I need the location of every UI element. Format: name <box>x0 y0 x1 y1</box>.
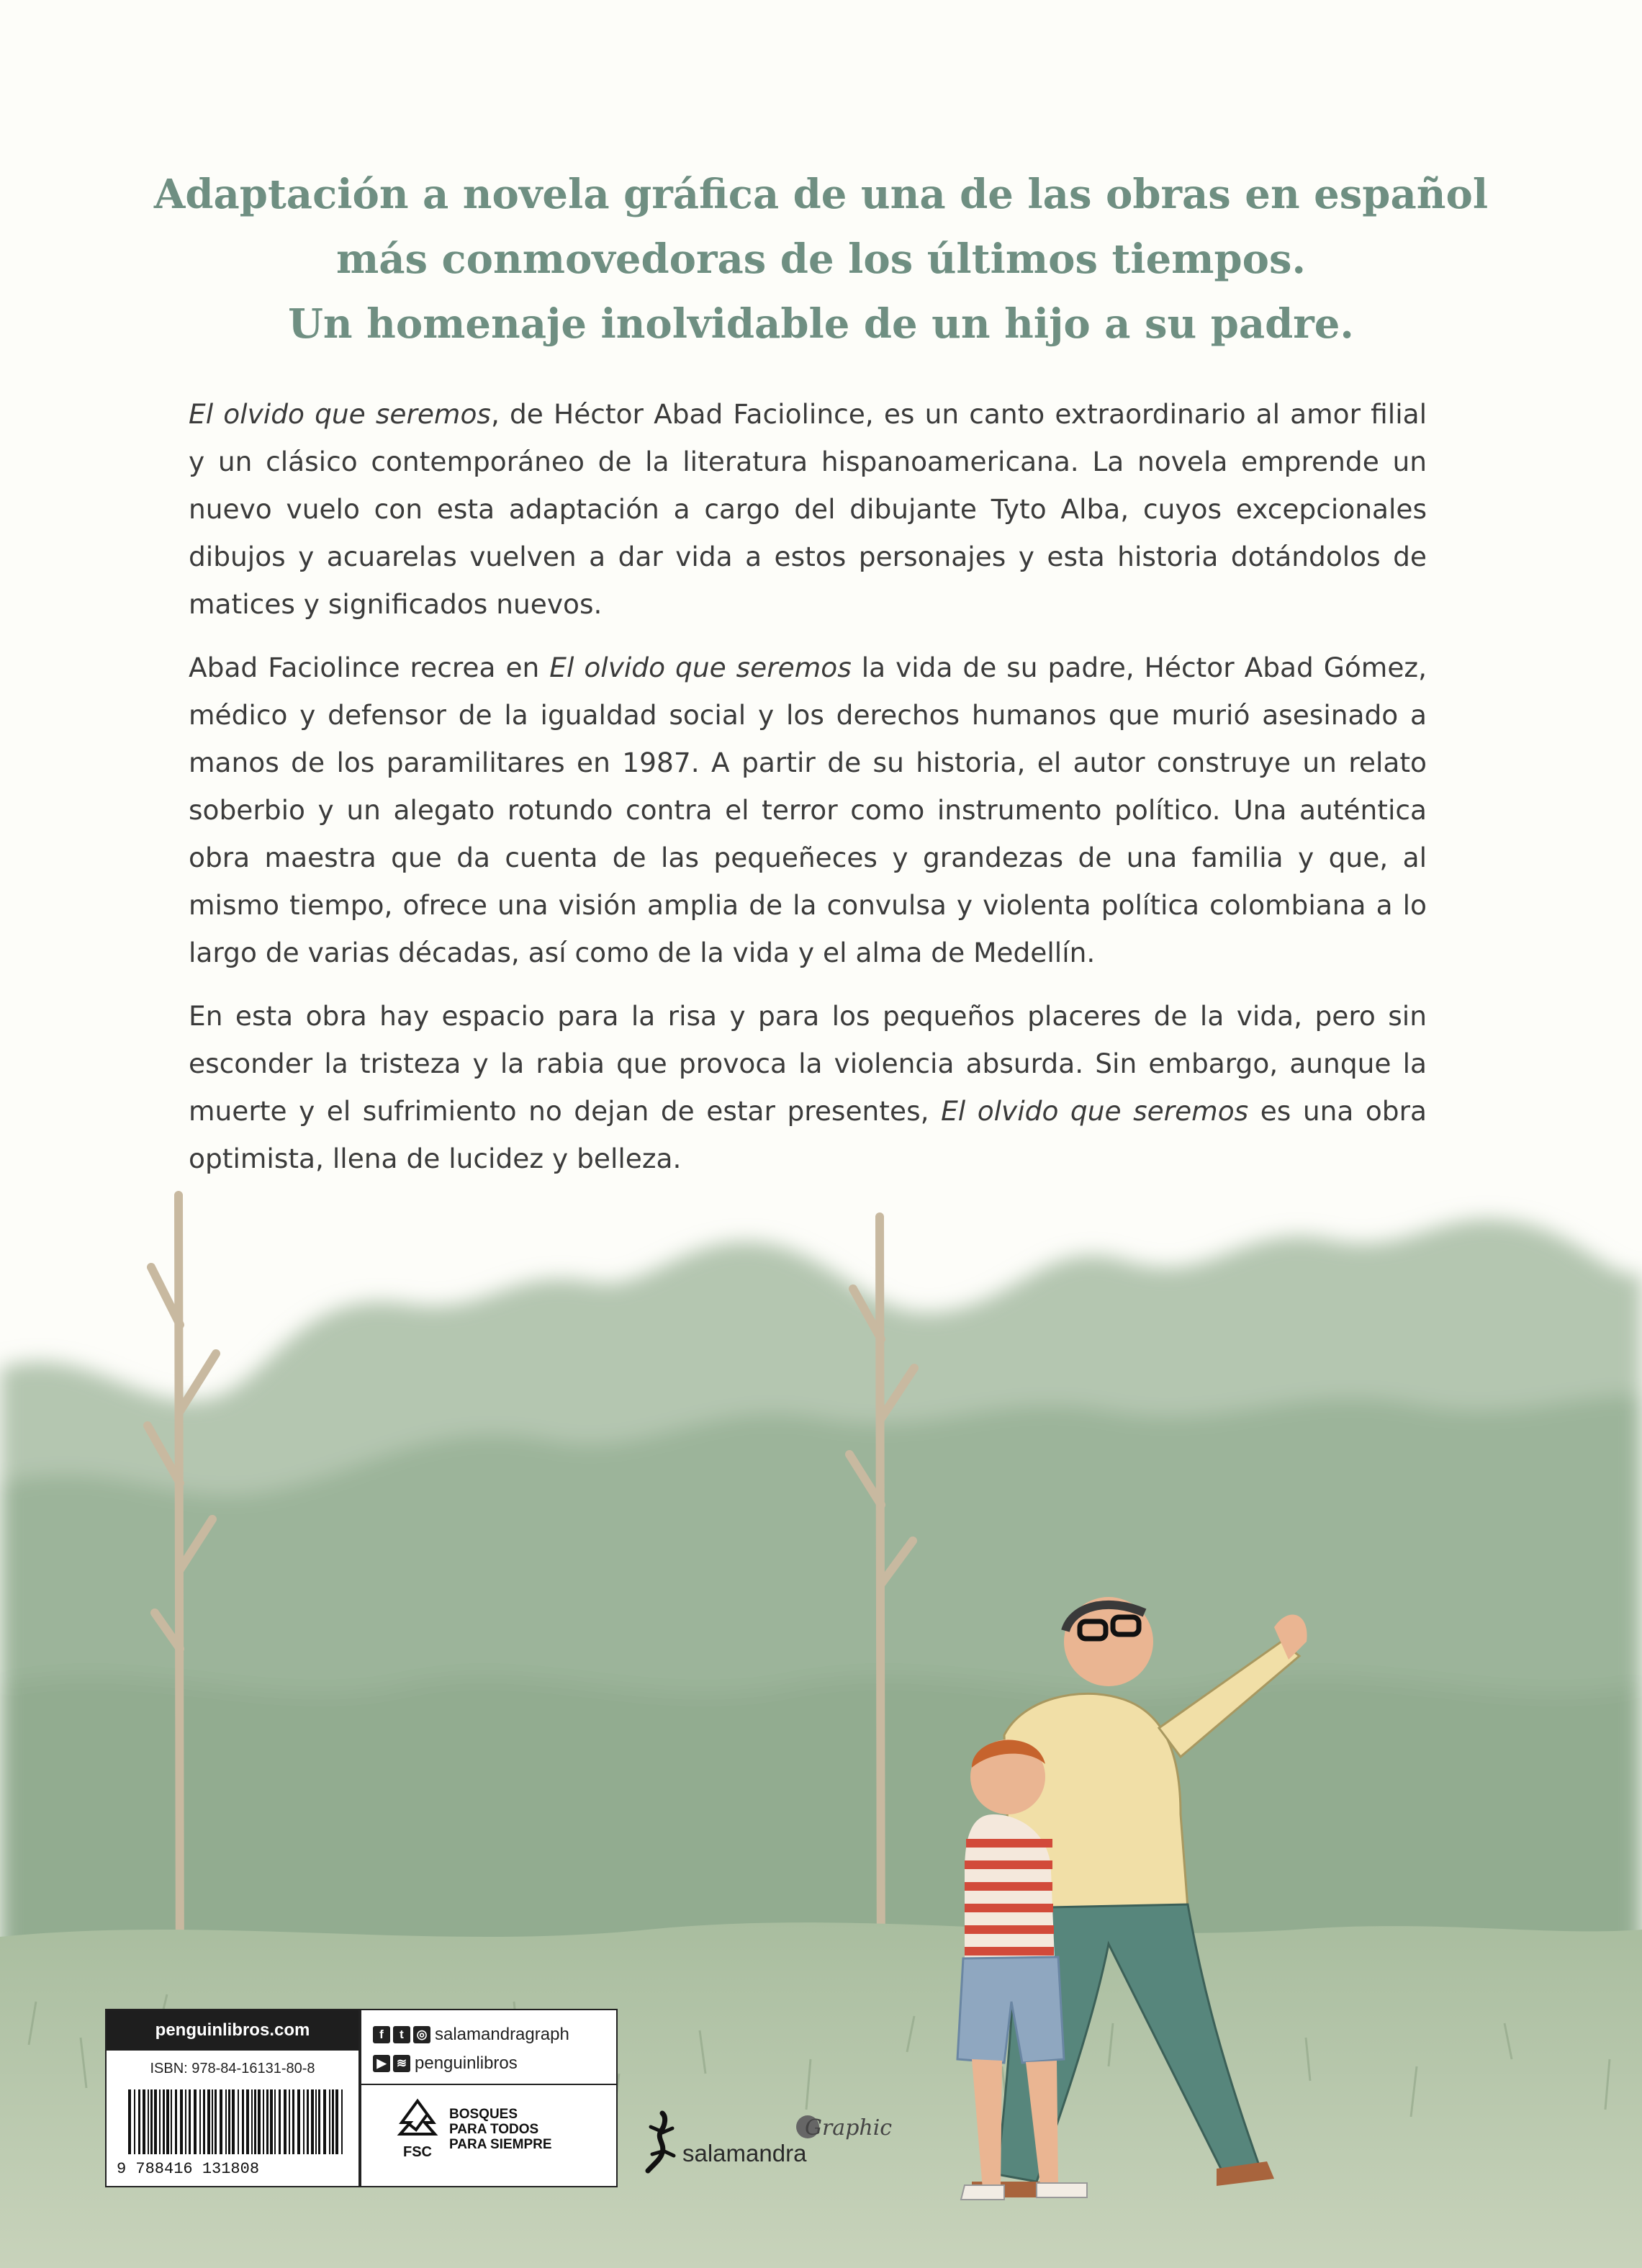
youtube-icon: ▶ <box>373 2055 390 2072</box>
facebook-icon: f <box>373 2026 390 2043</box>
publisher-logo <box>641 2110 900 2182</box>
twitter-icon: t <box>393 2026 410 2043</box>
paragraph-text: la vida de su padre, Héctor Abad Gómez, médico y defensor de la igualdad social y los derechos humanos que murió asesinado a manos de los paramilitares en 1987. A partir de su historia, el autor construye un relato soberbio y un alegato rotundo contra el terror como instrumento político. Una auténtica obra maestra que da cuenta de las pequeñeces y grandezas de una familia y que, al mismo tiempo, ofrece una visión amplia de la convulsa y violenta política colombiana a lo largo de varias décadas, así como de la vida y el alma de Medellín. <box>189 652 1427 968</box>
barcode-panel <box>105 2009 360 2187</box>
publisher-imprint: Graphic <box>805 2115 893 2141</box>
book-title: El olvido que seremos <box>189 398 491 430</box>
paragraph-text: , de Héctor Abad Faciolince, es un canto extraordinario al amor filial y un clásico contemporáneo de la literatura hispanoamericana. La novela emprende un nuevo vuelo con esta adaptación a cargo del dibujante Tyto Alba, cuyos excepcionales dibujos y acuarelas vuelven a dar vida a estos personajes y esta historia dotándolos de matices y significados nuevos. <box>189 398 1427 620</box>
headline <box>144 162 1498 356</box>
book-title: El olvido que seremos <box>549 652 852 683</box>
fsc-certification <box>361 2085 616 2161</box>
synopsis-paragraph-1 <box>189 390 1427 628</box>
tree-check-icon <box>394 2098 441 2141</box>
social-panel <box>360 2009 618 2187</box>
synopsis-paragraph-3 <box>189 992 1427 1182</box>
publisher-name: salamandra <box>682 2140 807 2166</box>
social-row-1 <box>361 2020 616 2049</box>
barcode-digits: 9 788416 131808 <box>117 2160 260 2176</box>
fsc-label: FSC <box>403 2144 432 2160</box>
paragraph-text: En esta obra hay espacio para la risa y para los pequeños placeres de la vida, pero sin esconder la tristeza y la rabia que provoca la violencia absurda. Sin embargo, aunque la muerte y el sufrimiento no dejan de estar presentes, <box>189 1000 1427 1127</box>
synopsis <box>189 390 1427 1198</box>
isbn-label: ISBN: 978-84-16131-80-8 <box>150 2061 315 2076</box>
social-handle-penguinlibros: penguinlibros <box>415 2053 518 2073</box>
fsc-slogan-line-3: PARA SIEMPRE <box>449 2137 552 2152</box>
paragraph-text: Abad Faciolince recrea en <box>189 652 550 683</box>
fsc-slogan <box>449 2107 552 2152</box>
headline-line-1: Adaptación a novela gráfica de una de las obras en español <box>153 171 1489 218</box>
barcode <box>114 2089 351 2176</box>
paragraph-text: es una obra optimista, llena de lucidez y belleza. <box>189 1095 1427 1174</box>
fsc-slogan-line-1: BOSQUES <box>449 2107 518 2122</box>
salamander-icon <box>641 2110 684 2174</box>
social-links <box>361 2010 616 2085</box>
fsc-logo <box>394 2098 441 2161</box>
fsc-slogan-line-2: PARA TODOS <box>449 2122 539 2137</box>
headline-line-2: más conmovedoras de los últimos tiempos. <box>335 235 1307 283</box>
instagram-icon: ◎ <box>413 2026 430 2043</box>
social-handle-salamandragraph: salamandragraph <box>435 2025 569 2044</box>
website-label: penguinlibros.com <box>107 2010 358 2051</box>
social-row-2 <box>361 2049 616 2078</box>
spotify-icon: ≋ <box>393 2055 410 2072</box>
synopsis-paragraph-2 <box>189 644 1427 976</box>
book-title: El olvido que seremos <box>941 1095 1249 1127</box>
headline-line-3: Un homenaje inolvidable de un hijo a su padre. <box>288 300 1354 348</box>
